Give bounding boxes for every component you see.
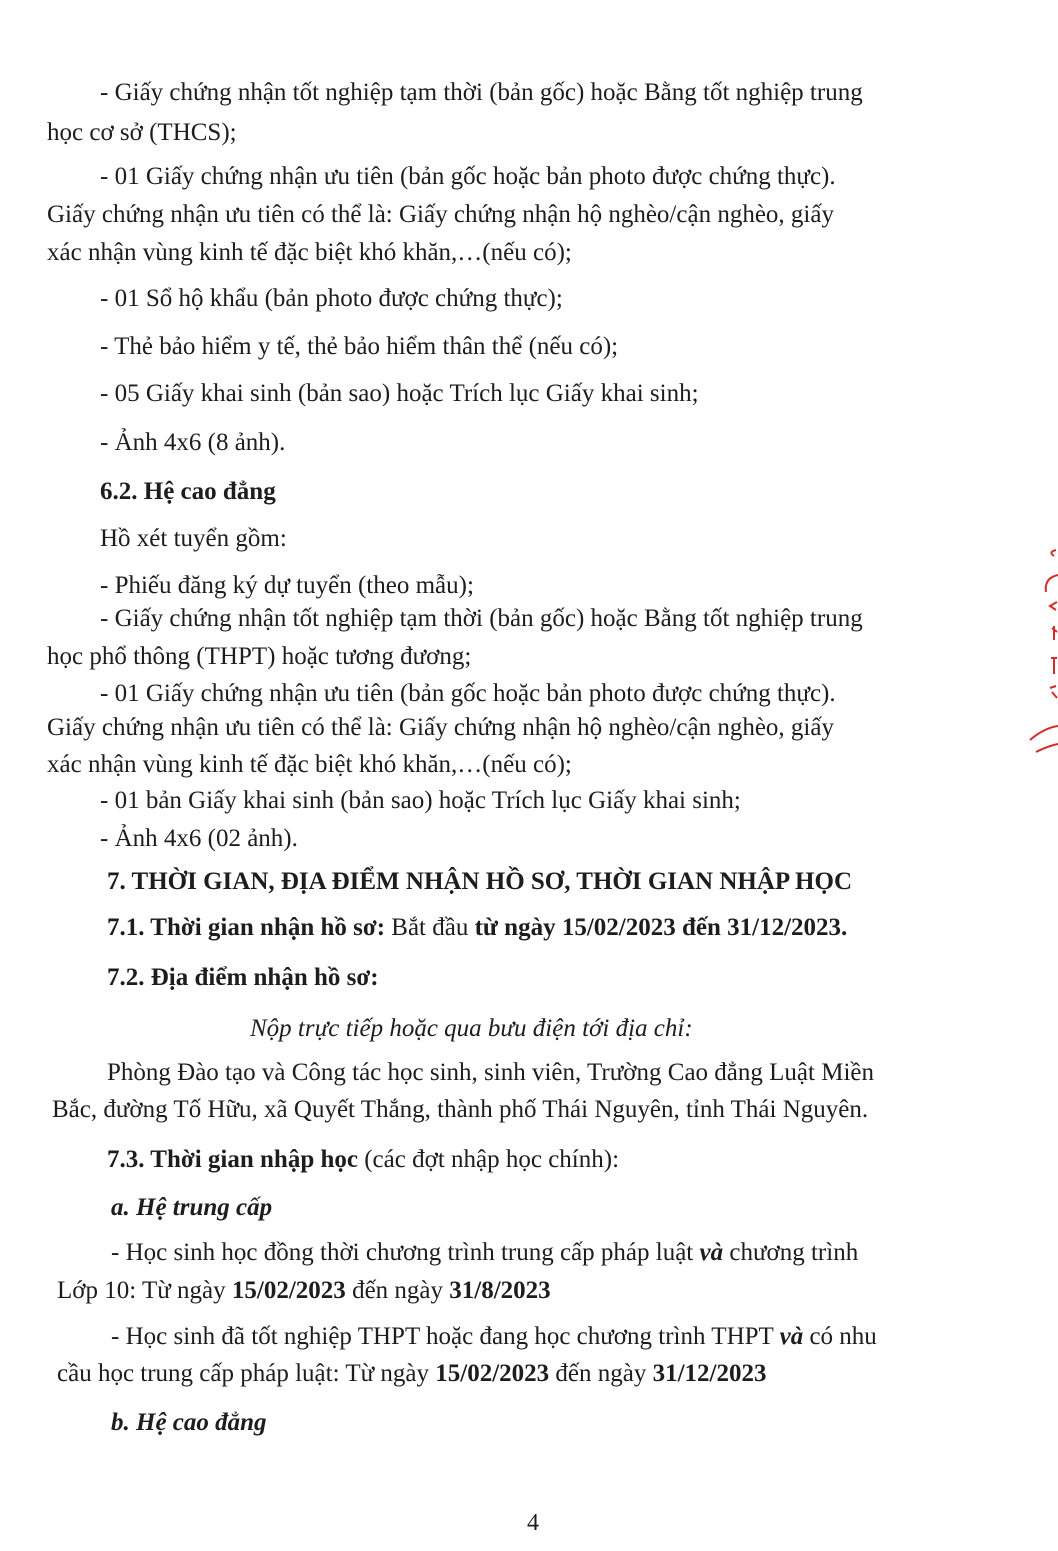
text-line: - 01 Giấy chứng nhận ưu tiên (bản gốc hoặc bản photo được chứng thực). (100, 680, 836, 707)
text-line (111, 1240, 858, 1265)
date: 31/8/2023 (449, 1277, 551, 1304)
submission-instruction: Nộp trực tiếp hoặc qua bưu điện tới địa chỉ: (250, 1015, 693, 1042)
text-line: - Giấy chứng nhận tốt nghiệp tạm thời (bản gốc) hoặc Bằng tốt nghiệp trung (100, 605, 863, 632)
text-line: - Thẻ bảo hiểm y tế, thẻ bảo hiểm thân thể (nếu có); (100, 333, 619, 360)
text-line: xác nhận vùng kinh tế đặc biệt khó khăn,…(nếu có); (47, 751, 572, 778)
page-number: 4 (527, 1510, 539, 1536)
section-heading: 7. THỜI GIAN, ĐỊA ĐIỂM NHẬN HỒ SƠ, THỜI GIAN NHẬP HỌC (107, 868, 853, 895)
text-line: học cơ sở (THCS); (47, 119, 237, 146)
date: 15/02/2023 (231, 1277, 346, 1304)
date: 31/12/2023 (652, 1360, 767, 1387)
text-line (111, 1324, 877, 1349)
text-line: - 05 Giấy khai sinh (bản sao) hoặc Trích lục Giấy khai sinh; (100, 380, 699, 407)
address-line: Bắc, đường Tố Hữu, xã Quyết Thắng, thành phố Thái Nguyên, tỉnh Thái Nguyên. (52, 1096, 869, 1123)
text-line: xác nhận vùng kinh tế đặc biệt khó khăn,…(nếu có); (47, 239, 572, 266)
text-line: - Phiếu đăng ký dự tuyển (theo mẫu); (100, 572, 474, 599)
emphasis: và (699, 1239, 724, 1266)
section-text: Bắt đầu (385, 914, 475, 941)
text-line: học phổ thông (THPT) hoặc tương đương; (47, 643, 472, 670)
text-span: - Học sinh đã tốt nghiệp THPT hoặc đang học chương trình THPT (111, 1323, 780, 1350)
text-line: Hồ xét tuyển gồm: (100, 525, 287, 552)
seal-stamp-fragment (1026, 540, 1058, 770)
text-span: đến ngày (549, 1360, 653, 1387)
text-span: - Học sinh học đồng thời chương trình trung cấp pháp luật (111, 1239, 700, 1266)
text-span: đến ngày (345, 1277, 450, 1304)
address-line: Phòng Đào tạo và Công tác học sinh, sinh viên, Trường Cao đẳng Luật Miền (107, 1059, 874, 1086)
date-range: từ ngày 15/02/2023 đến 31/12/2023. (474, 914, 848, 941)
section-heading: 6.2. Hệ cao đẳng (100, 478, 276, 505)
text-span: Lớp 10: Từ ngày (57, 1277, 232, 1304)
text-line: - Giấy chứng nhận tốt nghiệp tạm thời (bản gốc) hoặc Bằng tốt nghiệp trung (100, 79, 863, 106)
text-span: có nhu (803, 1323, 877, 1350)
section-label: 7.1. Thời gian nhận hồ sơ: (107, 914, 386, 941)
text-line: - Ảnh 4x6 (8 ảnh). (100, 429, 286, 456)
text-span: cầu học trung cấp pháp luật: Từ ngày (57, 1360, 436, 1387)
text-line: - Ảnh 4x6 (02 ảnh). (100, 825, 298, 852)
text-line: - 01 Sổ hộ khẩu (bản photo được chứng thực); (100, 285, 563, 312)
text-line: - 01 bản Giấy khai sinh (bản sao) hoặc Trích lục Giấy khai sinh; (100, 787, 741, 814)
text-line (57, 1278, 551, 1303)
text-line: Giấy chứng nhận ưu tiên có thể là: Giấy chứng nhận hộ nghèo/cận nghèo, giấy (47, 201, 834, 228)
emphasis: và (779, 1323, 804, 1350)
text-line: Giấy chứng nhận ưu tiên có thể là: Giấy chứng nhận hộ nghèo/cận nghèo, giấy (47, 714, 834, 741)
text-span: chương trình (723, 1239, 859, 1266)
text-line: - 01 Giấy chứng nhận ưu tiên (bản gốc hoặc bản photo được chứng thực). (100, 163, 836, 190)
section-label: 7.3. Thời gian nhập học (107, 1146, 358, 1173)
section-text: (các đợt nhập học chính): (357, 1146, 620, 1173)
subsection-heading: a. Hệ trung cấp (111, 1194, 273, 1221)
date: 15/02/2023 (435, 1360, 550, 1387)
text-line (107, 1147, 619, 1172)
subsection-heading: b. Hệ cao đẳng (111, 1409, 267, 1436)
text-line (57, 1361, 767, 1386)
text-line (107, 915, 847, 940)
section-heading: 7.2. Địa điểm nhận hồ sơ: (107, 964, 379, 991)
